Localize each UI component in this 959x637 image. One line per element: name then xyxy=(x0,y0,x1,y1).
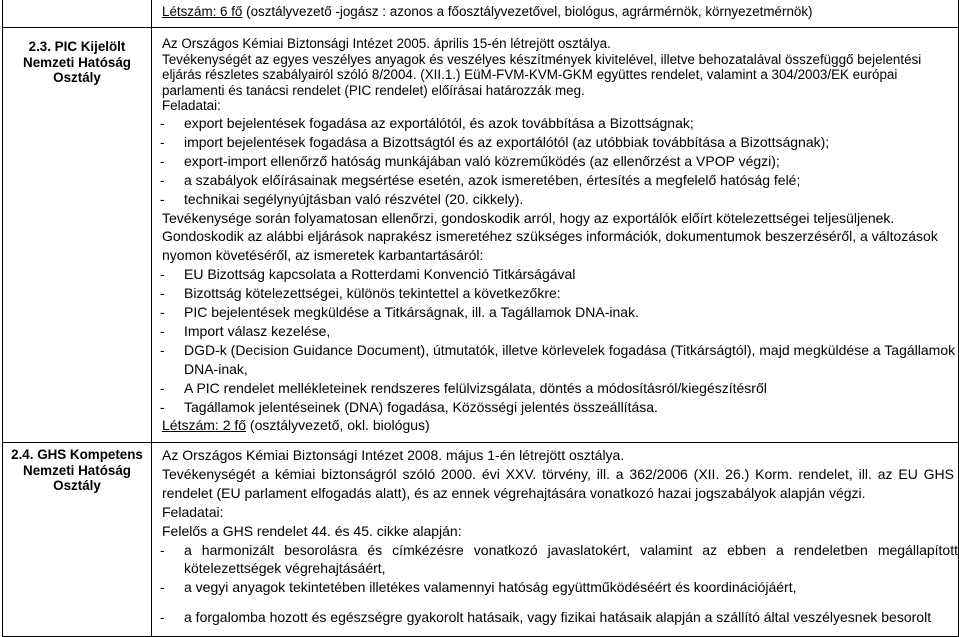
list-item: - export bejelentések fogadása az exportálótól, és azok továbbítása a Bizottságnak; xyxy=(160,114,694,131)
staff-detail: (osztályvezető -jogász : azonos a főosztályvezetővel, biológus, agrármérnök, környezetmérnök) xyxy=(242,4,813,19)
pic-intro-line-0: Az Országos Kémiai Biztonsági Intézet 2005. április 15-én létrejött osztálya. xyxy=(162,36,611,51)
document-table xyxy=(2,0,959,637)
pic-content-cell xyxy=(152,28,959,443)
list-item: - PIC bejelentések megküldése a Titkárságnak, ill. a Tagállamok DNA-inak. xyxy=(160,304,639,321)
ghs-responsibility: Felelős a GHS rendelet 44. és 45. cikke alapján: xyxy=(162,522,462,539)
ghs-content-cell xyxy=(152,443,959,637)
ghs-task-list xyxy=(152,541,958,628)
ghs-label-cell xyxy=(3,443,152,637)
pic-care-list xyxy=(152,265,958,416)
pic-body xyxy=(152,209,958,266)
list-item: - a harmonizált besorolásra és címkézésre vonatkozó javaslatokért, valamint az ebben a rendeletben megállapított kötelezettségek végrehajtásáért, xyxy=(160,541,958,577)
pic-task-list xyxy=(152,114,958,209)
empty-label-cell xyxy=(3,0,152,28)
pic-staff-detail: (osztályvezető, okl. biológus) xyxy=(246,417,430,434)
pic-tasks-heading: Feladatai: xyxy=(162,98,221,114)
pic-staff-label: Létszám: 2 fő xyxy=(162,417,247,434)
pic-staff-line xyxy=(152,416,958,435)
list-item: - import bejelentések fogadása a Bizottságtól és az exportálótól (az utóbbiak továbbítása a Bizottságnak); xyxy=(160,133,830,150)
list-item: - a forgalomba hozott és egészségre gyakorolt hatásaik, vagy fizikai hatásaik alapján a szállító által veszélyesnek besorolt xyxy=(160,609,932,626)
pic-intro-line-1: Tevékenységét az egyes veszélyes anyagok és veszélyes készítmények kivitelével, illetve behozatalával összefüggő bejelentési eljárás részletes szabályairól szóló 8/2004. (XII.1.) EüM-FVM-KVM-GKM együttes rendelet, valamint a 304/2003/EK európai parlamenti és tanácsi rendelet (PIC rendelet) előírásai határozzák meg. xyxy=(162,51,922,98)
pic-intro xyxy=(152,36,958,114)
pic-label-cell xyxy=(3,28,152,443)
list-item: - export-import ellenőrző hatóság munkájában való közreműködés (az ellenőrzést a VPOP végzi); xyxy=(160,152,780,169)
list-item: - Bizottság kötelezettségei, különös tekintettel a következőkre: xyxy=(160,285,561,302)
list-item: - Import válasz kezelése, xyxy=(160,322,331,339)
pic-section-label: 2.3. PIC Kijelölt Nemzeti Hatóság Osztály xyxy=(23,39,131,86)
ghs-intro xyxy=(152,446,958,541)
staff-line xyxy=(152,0,958,20)
ghs-tasks-heading: Feladatai: xyxy=(162,503,224,520)
list-item: - EU Bizottság kapcsolata a Rotterdami Konvenció Titkárságával xyxy=(160,266,576,283)
list-item: - DGD-k (Decision Guidance Document), útmutatók, illetve körlevelek fogadása (Titkárságtól), majd megküldése a Tagállamok DNA-inak, xyxy=(160,341,956,377)
list-item: - technikai segélynyújtásban való részvétel (20. cikkely). xyxy=(160,190,524,207)
ghs-section-row xyxy=(3,443,959,637)
staff-cell xyxy=(152,0,959,28)
pic-activity: Tevékenysége során folyamatosan ellenőrzi, gondoskodik arról, hogy az exportálók előírt kötelezettségei teljesüljenek. xyxy=(162,209,895,226)
ghs-section-label: 2.4. GHS Kompetens Nemzeti Hatóság Osztály xyxy=(11,447,143,494)
list-item: - a szabályok előírásainak megsértése esetén, azok ismeretében, értesítés a megfelelő hatóság felé; xyxy=(160,171,801,188)
ghs-intro-line-0: Az Országos Kémiai Biztonsági Intézet 2008. május 1-én létrejött osztálya. xyxy=(162,447,625,463)
staff-row xyxy=(3,0,959,28)
list-item: - a vegyi anyagok tekintetében illetékes valamennyi hatóság együttműködéséért és koordinációjáért, xyxy=(160,579,797,596)
list-item: - Tagállamok jelentéseinek (DNA) fogadása, Közösségi jelentés összeállítása. xyxy=(160,398,658,415)
pic-section-row xyxy=(3,28,959,443)
ghs-intro-line-1: Tevékenységét a kémiai biztonságról szóló 2000. évi XXV. törvény, ill. a 362/2006 (XII. 26.) Korm. rendelet, ill. az EU GHS rendelet (EU parlament elfogadás alatt), és az ennek végrehajtására vonatkozó hazai jogszabályok alapján végzi. xyxy=(162,465,954,501)
list-item: - A PIC rendelet mellékleteinek rendszeres felülvizsgálata, döntés a módosításról/kiegészítésről xyxy=(160,379,767,396)
staff-label: Létszám: 6 fő xyxy=(162,4,243,19)
pic-care-intro: Gondoskodik az alábbi eljárások naprakész ismeretéhez szükséges információk, dokumentumok beszerzéséről, a változások nyomon követéséről, az ismeretek karbantartásáról: xyxy=(162,228,938,264)
